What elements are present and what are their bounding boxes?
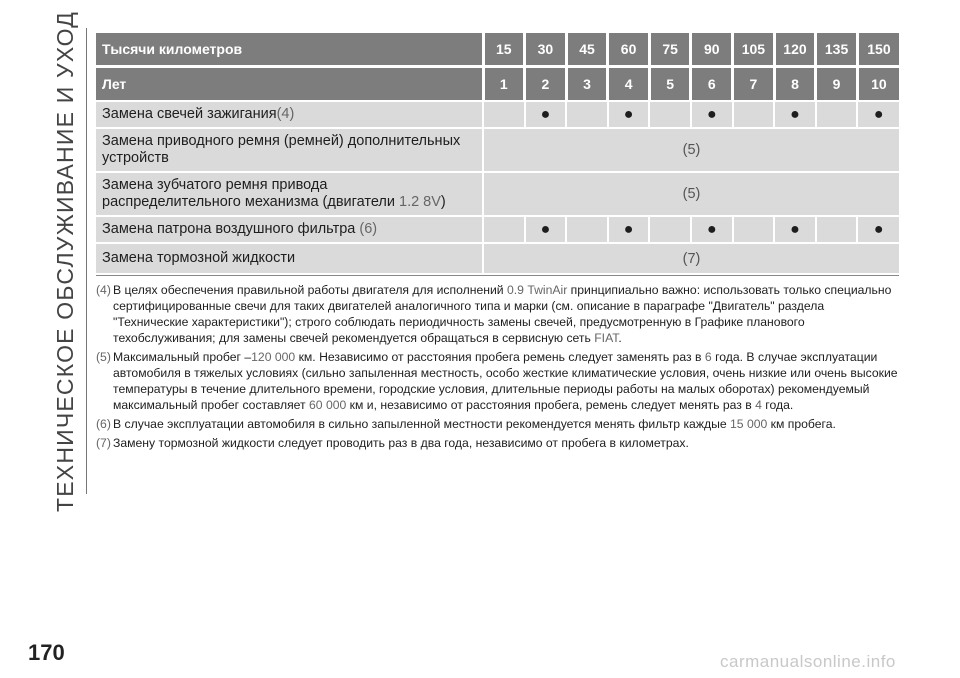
km-header-row [96, 33, 899, 67]
mark-cell: ● [774, 216, 816, 243]
row-label: Замена свечей зажигания(4) [96, 101, 483, 128]
mark-cell [649, 101, 691, 128]
maintenance-schedule-table [96, 33, 899, 273]
mark-cell [816, 216, 858, 243]
page-number: 170 [28, 640, 65, 665]
year-cell: 3 [566, 67, 608, 102]
table-bottom-rule [96, 275, 899, 276]
mark-cell [816, 101, 858, 128]
watermark: carmanualsonline.info [720, 652, 896, 671]
engine-ref: 1.2 8V [399, 194, 441, 210]
row-timing-belt [96, 172, 899, 216]
km-cell: 90 [691, 33, 733, 67]
row-accessory-belt [96, 128, 899, 172]
footnote-ref: (6) [359, 221, 378, 237]
mark-cell: ● [857, 101, 899, 128]
row-label: Замена зубчатого ремня привода распределительного механизма (двигатели 1.2 8V) [96, 172, 483, 216]
footnote-text: В случае эксплуатации автомобиля в сильно запыленной местности рекомендуется менять фильтр каждые 15 000 км пробега. [113, 417, 836, 431]
km-cell: 30 [525, 33, 567, 67]
year-cell: 9 [816, 67, 858, 102]
footnote-text: Максимальный пробег –120 000 км. Независимо от расстояния пробега ремень следует заменять раз в 6 года. В случае эксплуатации автомобиля в тяжелых условиях (сильно запыленная местность, особо жесткие климатические условия, очень низкие или очень высокие температуры в течение длительного времени, городские условия, длительные периоды работы на малых оборотах) рекомендуемый максимальный пробег составляет 60 000 км и, независимо от расстояния пробега, ремень следует менять раз в 4 года. [113, 350, 898, 412]
mark-cell: ● [691, 101, 733, 128]
mark-cell: ● [857, 216, 899, 243]
km-header-label: Тысячи километров [96, 33, 483, 67]
row-air-filter [96, 216, 899, 243]
row-label: Замена приводного ремня (ремней) дополнительных устройств [96, 128, 483, 172]
year-cell: 6 [691, 67, 733, 102]
year-cell: 2 [525, 67, 567, 102]
footnote-text: В целях обеспечения правильной работы двигателя для исполнений 0.9 TwinAir принципиально важно: использовать только специально сертифицированные свечи для таких двигателей аналогичного типа и марки (см. описание в параграфе "Двигатель" раздела "Технические характеристики"); строго соблюдать периодичность замены свечей, предусмотренную в Графике планового техобслуживания; для замены свечей рекомендуется обращаться в сервисную сеть FIAT. [113, 283, 892, 345]
mark-cell [483, 216, 525, 243]
year-cell: 7 [733, 67, 775, 102]
year-cell: 4 [608, 67, 650, 102]
footnote-number: (5) [96, 350, 111, 364]
footnote-number: (6) [96, 417, 111, 431]
footnote-4 [96, 282, 899, 346]
footnote-5 [96, 349, 899, 413]
footnote-ref: (4) [276, 106, 295, 122]
mark-cell: ● [608, 101, 650, 128]
footnote-7 [96, 435, 899, 451]
years-header-row [96, 67, 899, 102]
km-cell: 75 [649, 33, 691, 67]
mark-cell: ● [608, 216, 650, 243]
km-cell: 150 [857, 33, 899, 67]
mark-cell: ● [525, 216, 567, 243]
mark-cell: ● [525, 101, 567, 128]
year-cell: 10 [857, 67, 899, 102]
footnote-number: (7) [96, 436, 111, 450]
km-cell: 105 [733, 33, 775, 67]
mark-cell [733, 101, 775, 128]
km-cell: 135 [816, 33, 858, 67]
side-divider [86, 28, 87, 494]
footnotes [96, 282, 899, 454]
mark-cell [566, 101, 608, 128]
section-side-title: ТЕХНИЧЕСКОЕ ОБСЛУЖИВАНИЕ И УХОД [52, 10, 79, 512]
year-cell: 5 [649, 67, 691, 102]
row-label: Замена тормозной жидкости [96, 243, 483, 273]
footnote-6 [96, 416, 899, 432]
span-note-ref: (5) [483, 172, 899, 216]
mark-cell: ● [774, 101, 816, 128]
mark-cell [649, 216, 691, 243]
year-cell: 8 [774, 67, 816, 102]
row-label: Замена патрона воздушного фильтра (6) [96, 216, 483, 243]
year-cell: 1 [483, 67, 525, 102]
km-cell: 120 [774, 33, 816, 67]
footnote-text: Замену тормозной жидкости следует проводить раз в два года, независимо от пробега в километрах. [113, 436, 689, 450]
row-spark-plugs [96, 101, 899, 128]
span-note-ref: (7) [483, 243, 899, 273]
years-header-label: Лет [96, 67, 483, 102]
mark-cell [566, 216, 608, 243]
km-cell: 15 [483, 33, 525, 67]
row-brake-fluid [96, 243, 899, 273]
mark-cell [483, 101, 525, 128]
span-note-ref: (5) [483, 128, 899, 172]
mark-cell [733, 216, 775, 243]
km-cell: 60 [608, 33, 650, 67]
km-cell: 45 [566, 33, 608, 67]
mark-cell: ● [691, 216, 733, 243]
footnote-number: (4) [96, 283, 111, 297]
